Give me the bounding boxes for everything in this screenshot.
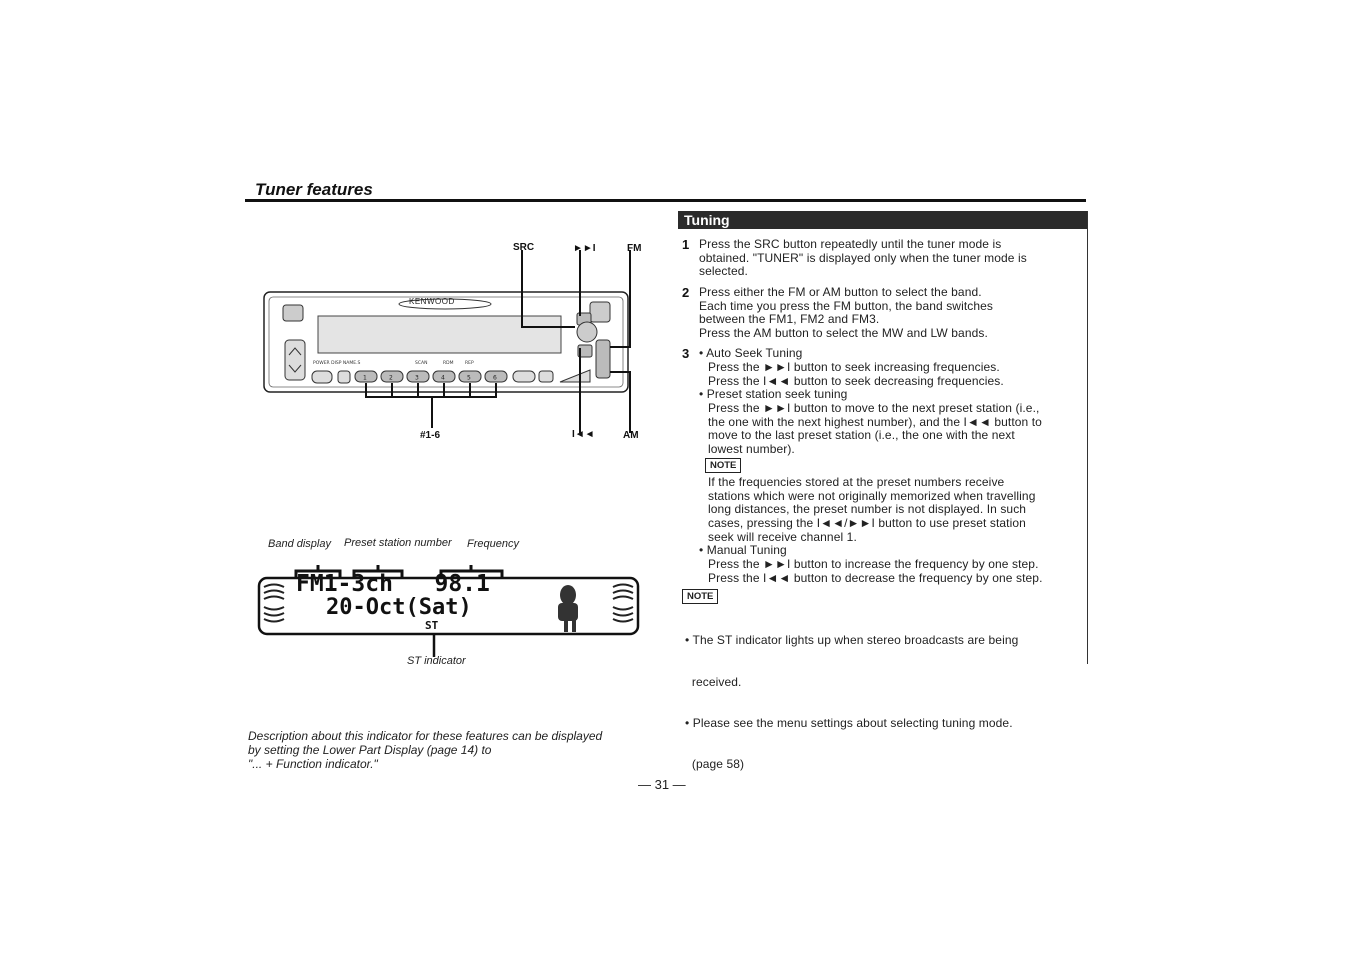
svg-text:5: 5 — [467, 374, 471, 382]
note-badge: NOTE — [682, 589, 718, 604]
note-text: • The ST indicator lights up when stereo broadcasts are being received. • Please see the menu settings about selecting tuning mode. (page 58) — [685, 633, 1019, 771]
manual-tuning-title: • Manual Tuning — [699, 543, 787, 557]
svg-text:6: 6 — [493, 374, 497, 382]
svg-text:SCAN: SCAN — [415, 361, 428, 366]
display-band: FM1-3ch — [296, 571, 393, 597]
svg-text:2: 2 — [389, 374, 393, 382]
callout-next: ►►I — [573, 243, 596, 254]
caption-frequency: Frequency — [467, 538, 519, 550]
display-date: 20-Oct(Sat) — [326, 595, 472, 620]
callout-src: SRC — [513, 242, 535, 253]
svg-text:REP: REP — [465, 361, 474, 366]
callout-prev: I◄◄ — [572, 429, 595, 440]
head-unit-illustration — [255, 250, 655, 435]
page-number: — 31 — — [638, 777, 686, 792]
step-1-number: 1 — [682, 237, 690, 252]
st-indicator: ST — [425, 619, 439, 632]
footnote: Description about this indicator for these features can be displayed by setting the Lower Part Display (page 14) to "... + Function indicator." — [248, 729, 603, 771]
svg-text:1: 1 — [363, 374, 367, 382]
step-3-number: 3 — [682, 346, 690, 361]
caption-band: Band display — [268, 538, 331, 550]
column-rule — [1087, 211, 1088, 664]
brand-logo: KENWOOD — [409, 297, 455, 306]
display-line-1 — [296, 573, 490, 596]
callout-fm: FM — [627, 243, 642, 254]
caption-preset: Preset station number — [344, 537, 452, 549]
svg-text:POWER DISP NAME.S: POWER DISP NAME.S — [313, 361, 361, 366]
section-title: Tuner features — [255, 180, 373, 199]
callout-am: AM — [623, 430, 639, 441]
preset-seek-text: Press the ►►I button to move to the next preset station (i.e., the one with the next highest number), and the I◄◄ button to move to the last preset station (i.e., the one with the next lowest number). — [708, 401, 1042, 457]
svg-text:3: 3 — [415, 374, 419, 382]
caption-st: ST indicator — [407, 655, 466, 667]
preset-seek-title: • Preset station seek tuning — [699, 387, 848, 401]
step-2-number: 2 — [682, 285, 690, 300]
tuning-heading: Tuning — [678, 211, 1088, 229]
step-1-text: Press the SRC button repeatedly until the tuner mode is obtained. "TUNER" is displayed only when the tuner mode is selected. — [699, 237, 1027, 279]
auto-seek-title: • Auto Seek Tuning — [699, 346, 803, 360]
inner-note-text: If the frequencies stored at the preset numbers receive stations which were not originally memorized when travelling long distances, the preset number is not displayed. In such cases, pressing the I◄◄/►►I button to use preset station seek will receive channel 1. — [708, 475, 1036, 544]
step-2-text: Press either the FM or AM button to select the band. Each time you press the FM button, the band switches between the FM1, FM2 and FM3. Press the AM button to select the MW and LW bands. — [699, 285, 994, 341]
svg-text:4: 4 — [441, 374, 445, 382]
display-frequency: 98.1 — [434, 571, 490, 597]
title-rule — [245, 199, 1086, 202]
inner-note-badge: NOTE — [705, 458, 741, 473]
auto-seek-text: Press the ►►I button to seek increasing frequencies. Press the I◄◄ button to seek decreasing frequencies. — [708, 360, 1004, 388]
svg-text:RDM: RDM — [443, 361, 454, 366]
manual-tuning-text: Press the ►►I button to increase the frequency by one step. Press the I◄◄ button to decrease the frequency by one step. — [708, 557, 1043, 585]
callout-presets: #1-6 — [420, 430, 441, 441]
